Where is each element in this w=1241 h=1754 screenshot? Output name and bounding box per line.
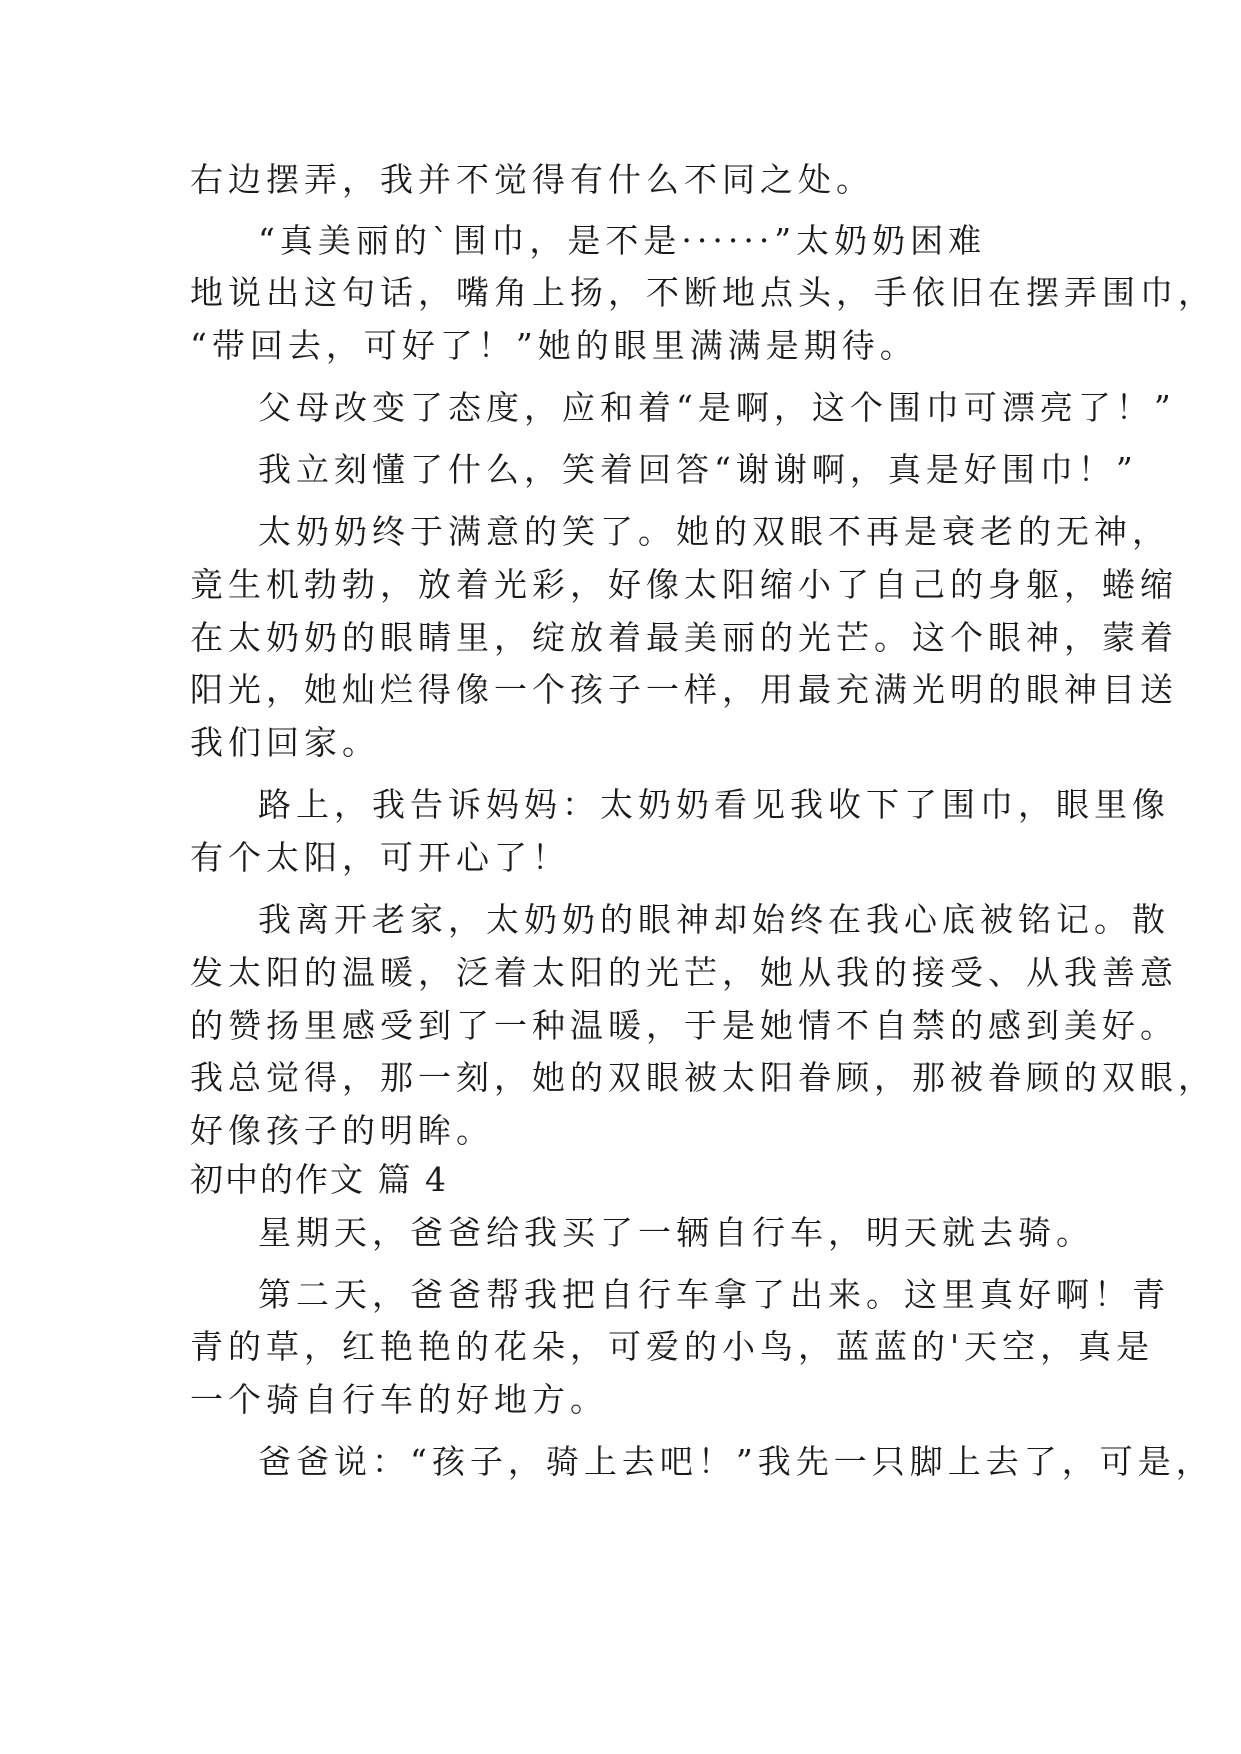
text-line: 发太阳的温暖，泛着太阳的光芒，她从我的接受、从我善意 (190, 953, 1178, 992)
text-line: 我们回家。 (190, 723, 380, 762)
text-line: “带回去，可好了！”她的眼里满满是期待。 (190, 326, 918, 365)
text-line: 我总觉得，那一刻，她的双眼被太阳眷顾，那被眷顾的双眼， (190, 1058, 1216, 1097)
text-line: 爸爸说：“孩子，骑上去吧！”我先一只脚上去了，可是， (258, 1442, 1214, 1481)
text-line: 太奶奶终于满意的笑了。她的双眼不再是衰老的无神， (258, 512, 1170, 551)
section-heading: 初中的作文 篇 4 (190, 1160, 448, 1199)
text-line: 地说出这句话，嘴角上扬，不断地点头，手依旧在摆弄围巾， (190, 273, 1216, 312)
text-line: 阳光，她灿烂得像一个孩子一样，用最充满光明的眼神目送 (190, 670, 1178, 709)
text-line: 有个太阳，可开心了！ (190, 838, 570, 877)
text-line: 好像孩子的明眸。 (190, 1111, 494, 1150)
text-line: 竟生机勃勃，放着光彩，好像太阳缩小了自己的身躯，蜷缩 (190, 565, 1178, 604)
text-line: 的赞扬里感受到了一种温暖，于是她情不自禁的感到美好。 (190, 1006, 1178, 1045)
text-line: 我离开老家，太奶奶的眼神却始终在我心底被铭记。散 (258, 900, 1170, 939)
text-line: 右边摆弄，我并不觉得有什么不同之处。 (190, 160, 874, 199)
text-line: “真美丽的`围巾，是不是······”太奶奶困难 (258, 221, 987, 260)
text-line: 青的草，红艳艳的花朵，可爱的小鸟，蓝蓝的'天空，真是 (190, 1327, 1155, 1366)
text-line: 一个骑自行车的好地方。 (190, 1380, 608, 1419)
text-line: 路上，我告诉妈妈：太奶奶看见我收下了围巾，眼里像 (258, 785, 1170, 824)
text-line: 我立刻懂了什么，笑着回答“谢谢啊，真是好围巾！” (258, 450, 1138, 489)
text-line: 在太奶奶的眼睛里，绽放着最美丽的光芒。这个眼神，蒙着 (190, 618, 1178, 657)
text-line: 星期天，爸爸给我买了一辆自行车，明天就去骑。 (258, 1213, 1094, 1252)
text-line: 第二天，爸爸帮我把自行车拿了出来。这里真好啊！青 (258, 1275, 1170, 1314)
text-line: 父母改变了态度，应和着“是啊，这个围巾可漂亮了！” (258, 388, 1176, 427)
